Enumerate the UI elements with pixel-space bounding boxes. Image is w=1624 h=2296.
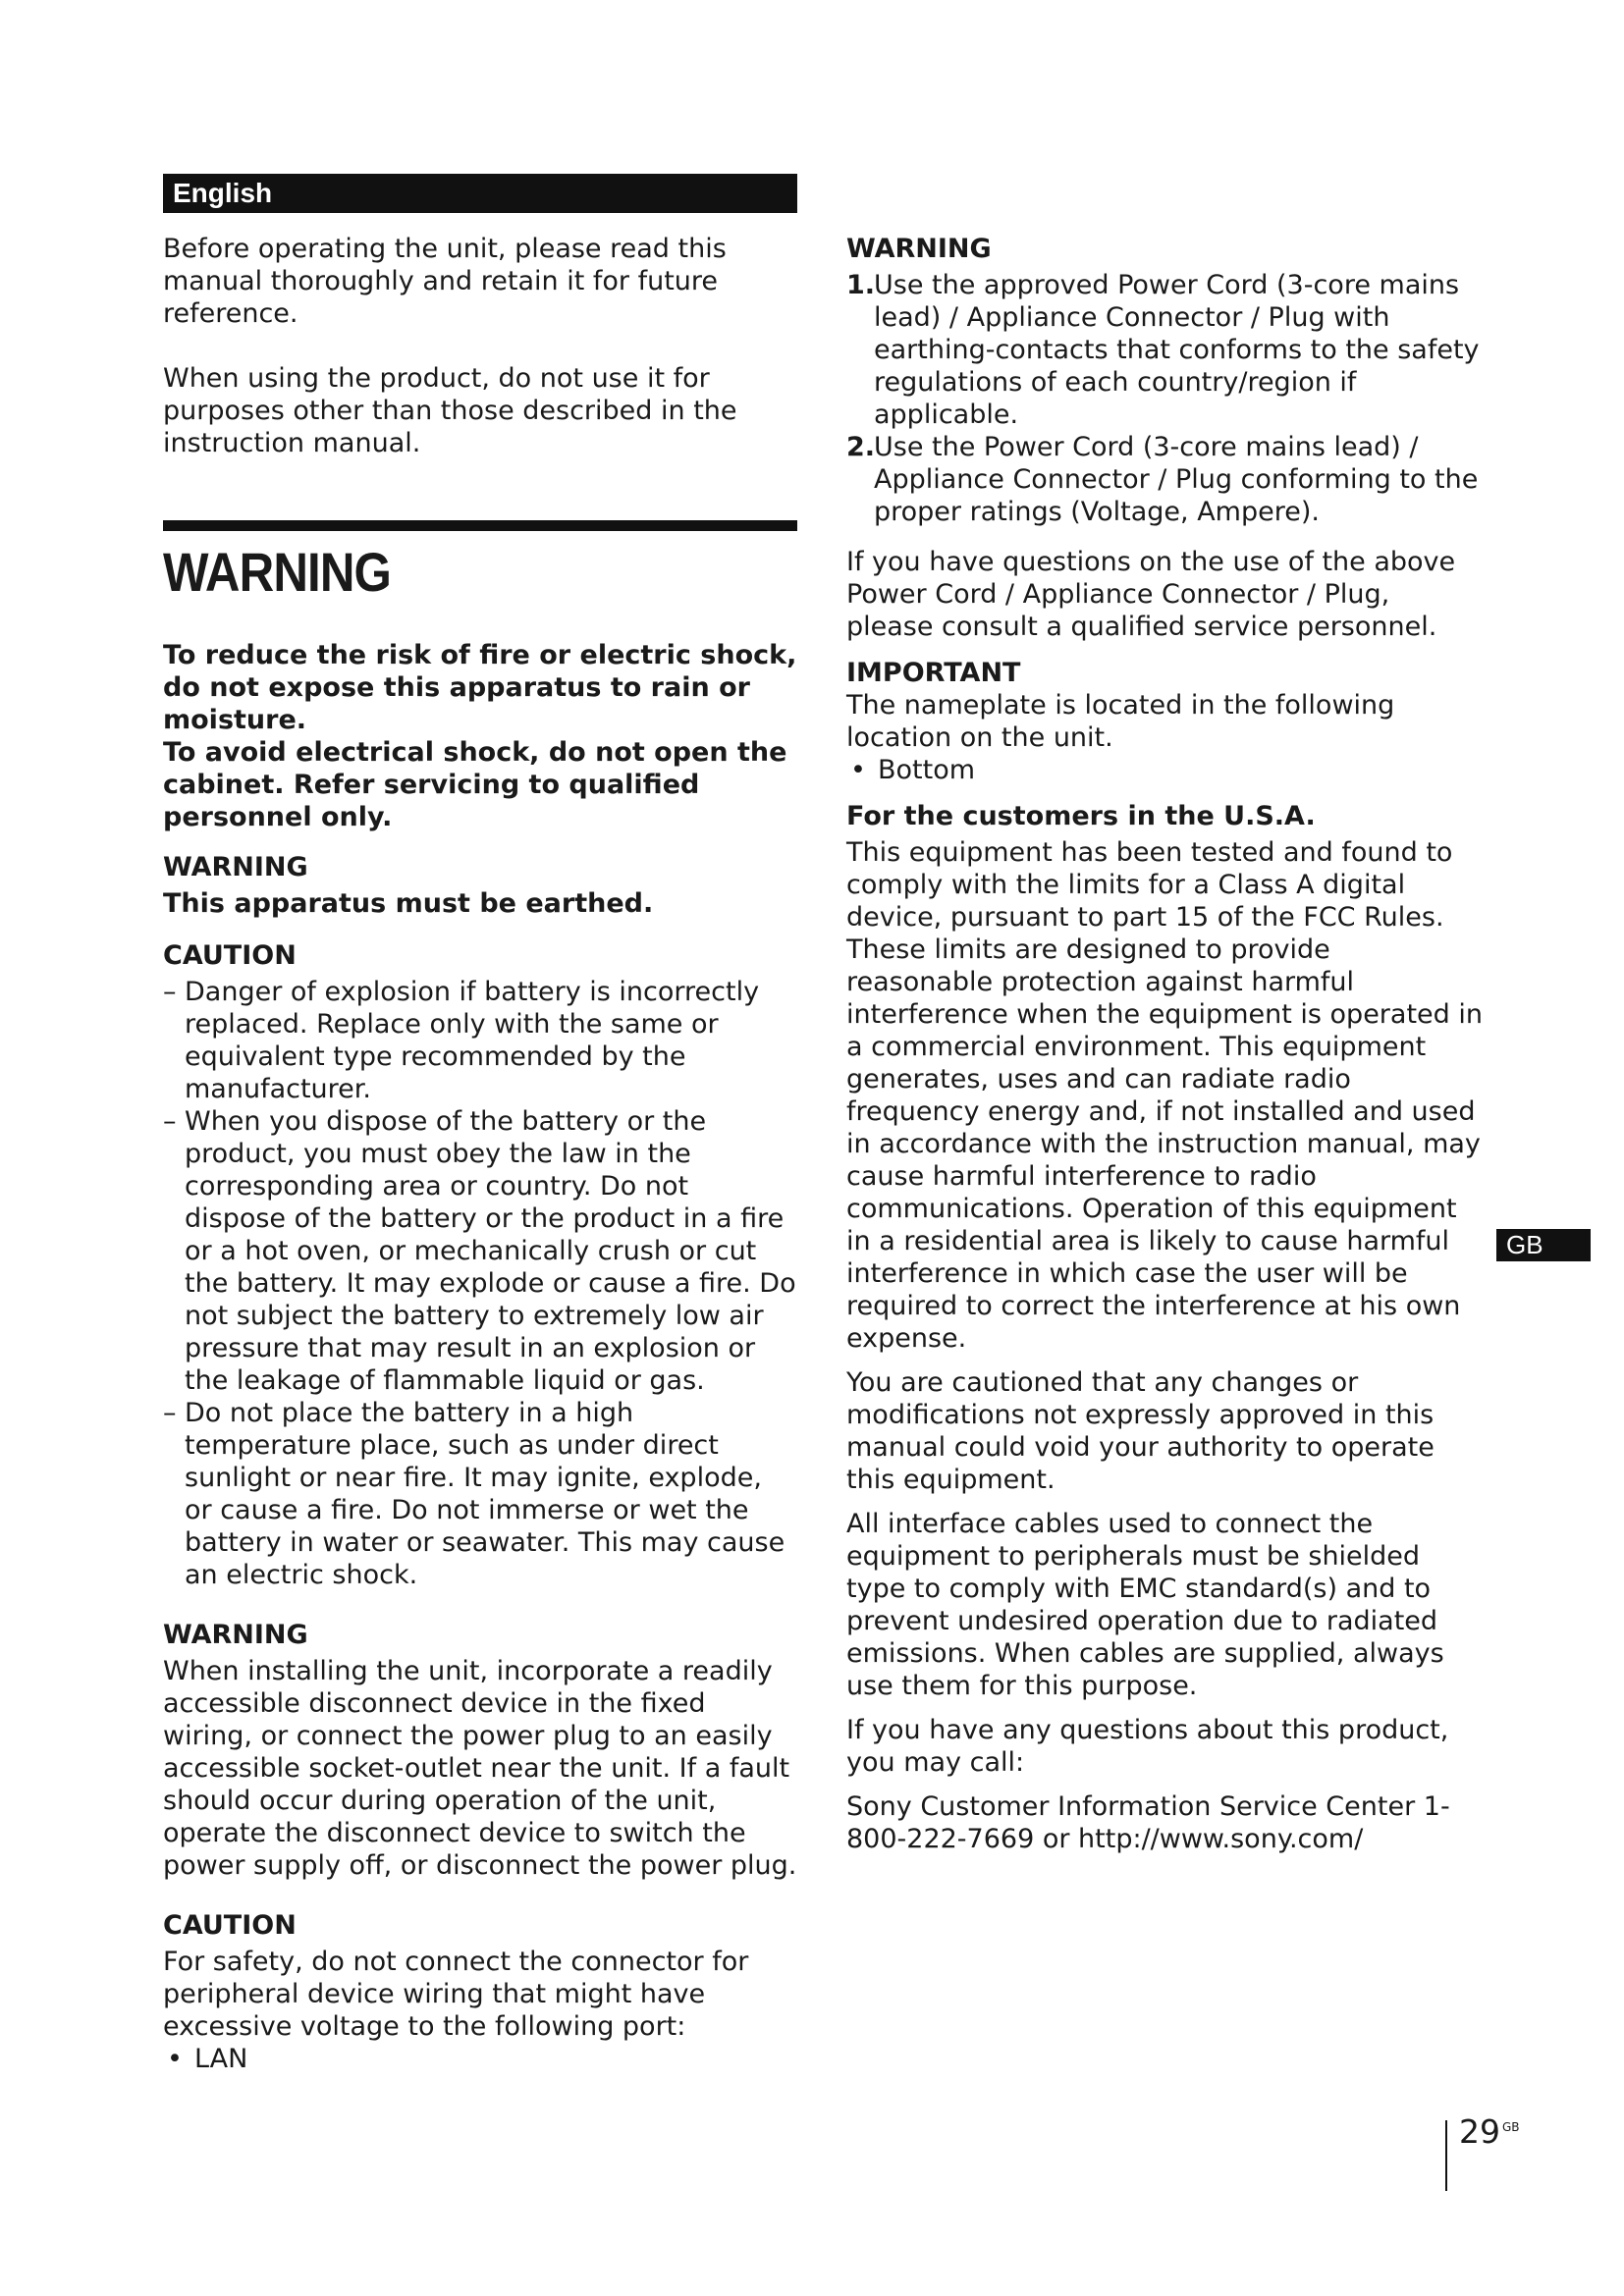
- item-text: Use the Power Cord (3-core mains lead) / Appliance Connector / Plug conforming to the proper ratings (Voltage, Ampere).: [874, 432, 1479, 527]
- language-side-tab: GB: [1496, 1229, 1591, 1261]
- disconnect-warning-text: When installing the unit, incorporate a readily accessible disconnect device in the fixed wiring, or connect the power plug to an easily accessible socket-outlet near the unit. If a fault should occur during operation of the unit, operate the disconnect device to switch the power supply off, or disconnect the power plug.: [163, 1656, 797, 1881]
- left-column: [163, 172, 797, 2075]
- usa-paragraph: You are cautioned that any changes or modifications not expressly approved in this manual could void your authority to operate this equipment.: [846, 1367, 1435, 1495]
- right-column: [846, 172, 1485, 1855]
- important-heading: IMPORTANT: [846, 658, 1021, 688]
- battery-caution-heading: CAUTION: [163, 940, 297, 971]
- power-cord-list: [846, 269, 1485, 528]
- power-cord-warning-heading: WARNING: [846, 234, 992, 264]
- usa-paragraph: All interface cables used to connect the equipment to peripherals must be shielded type to comply with EMC standard(s) and to prevent undesired operation due to radiated emissions. When cables are supplied, always use them for this purpose.: [846, 1509, 1444, 1701]
- page-number-divider: [1445, 2120, 1447, 2191]
- port-list: [163, 2043, 797, 2075]
- disconnect-warning-heading: WARNING: [163, 1620, 308, 1650]
- list-item: [846, 269, 1485, 431]
- earth-warning-text: This apparatus must be earthed.: [163, 888, 654, 919]
- port-caution-heading: CAUTION: [163, 1910, 297, 1941]
- page-suffix: GB: [1502, 2120, 1520, 2134]
- warning-title: WARNING: [163, 541, 392, 603]
- item-number: 1.: [846, 270, 876, 300]
- list-item: – Do not place the battery in a high temperature place, such as under direct sunlight or near fire. It may ignite, explode, or cause a fire. Do not immerse or wet the battery in water or seawater. This may cause an electric shock.: [163, 1397, 797, 1591]
- item-number: 2.: [846, 432, 876, 462]
- usa-paragraph: If you have any questions about this product, you may call:: [846, 1715, 1449, 1778]
- item-text: Use the approved Power Cord (3-core mains lead) / Appliance Connector / Plug with earthing-contacts that conforms to the safety regulations of each country/region if applicable.: [874, 270, 1480, 430]
- page-number: 29: [1459, 2112, 1500, 2151]
- section-divider: [163, 520, 797, 531]
- important-text: The nameplate is located in the following location on the unit.: [846, 690, 1395, 753]
- sony-contact: Sony Customer Information Service Center 1-800-222-7669 or http://www.sony.com/: [846, 1791, 1450, 1854]
- language-tab: English: [163, 174, 797, 213]
- port-caution-text: For safety, do not connect the connector for peripheral device wiring that might have excessive voltage to the following port:: [163, 1947, 749, 2042]
- warning-text: To avoid electrical shock, do not open the cabinet. Refer servicing to qualified personnel only.: [163, 737, 787, 832]
- list-item: – When you dispose of the battery or the product, you must obey the law in the corresponding area or country. Do not dispose of the battery or the product in a fire or a hot oven, or mechanically crush or cut the battery. It may explode or cause a fire. Do not subject the battery to extremely low air pressure that may result in an explosion or the leakage of flammable liquid or gas.: [163, 1105, 797, 1397]
- battery-caution-list: [163, 976, 797, 1591]
- list-item: • LAN: [163, 2043, 797, 2075]
- important-list: [846, 754, 1485, 786]
- intro-paragraph: When using the product, do not use it for purposes other than those described in the instruction manual.: [163, 363, 737, 458]
- intro-paragraph: Before operating the unit, please read this manual thoroughly and retain it for future reference.: [163, 234, 727, 329]
- list-item: – Danger of explosion if battery is incorrectly replaced. Replace only with the same or equivalent type recommended by the manufacturer.: [163, 976, 797, 1105]
- earth-warning-heading: WARNING: [163, 852, 308, 882]
- warning-text: To reduce the risk of fire or electric shock, do not expose this apparatus to rain or moisture.: [163, 640, 797, 735]
- list-item: • Bottom: [846, 754, 1485, 786]
- usa-heading: For the customers in the U.S.A.: [846, 801, 1316, 831]
- power-cord-note: If you have questions on the use of the above Power Cord / Appliance Connector / Plug, please consult a qualified service personnel.: [846, 547, 1456, 642]
- list-item: [846, 431, 1485, 528]
- usa-paragraph: This equipment has been tested and found to comply with the limits for a Class A digital device, pursuant to part 15 of the FCC Rules. These limits are designed to provide reasonable protection against harmful interference when the equipment is operated in a commercial environment. This equipment generates, uses and can radiate radio frequency energy and, if not installed and used in accordance with the instruction manual, may cause harmful interference to radio communications. Operation of this equipment in a residential area is likely to cause harmful interference in which case the user will be required to correct the interference at his own expense.: [846, 837, 1483, 1354]
